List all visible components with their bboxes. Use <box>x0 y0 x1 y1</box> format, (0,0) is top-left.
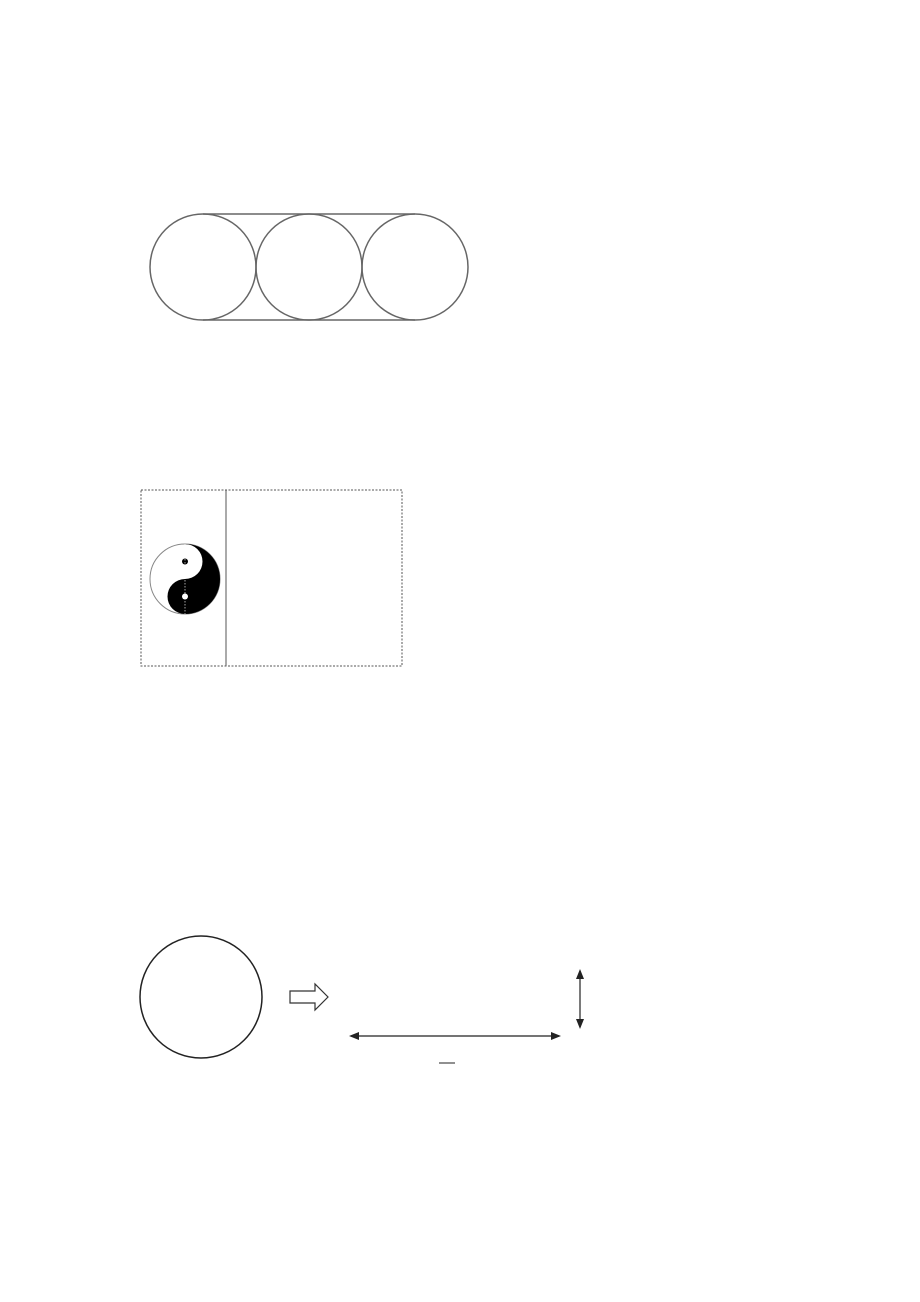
circle-area-figure <box>135 935 605 1080</box>
log-circle <box>362 214 468 320</box>
taiji-symbol <box>150 544 220 614</box>
sector-circle <box>140 936 262 1058</box>
log-circle <box>150 214 256 320</box>
right-arrow-icon <box>290 984 328 1010</box>
three-logs-figure <box>145 210 475 325</box>
taiji-figure <box>140 488 405 670</box>
log-circle <box>256 214 362 320</box>
